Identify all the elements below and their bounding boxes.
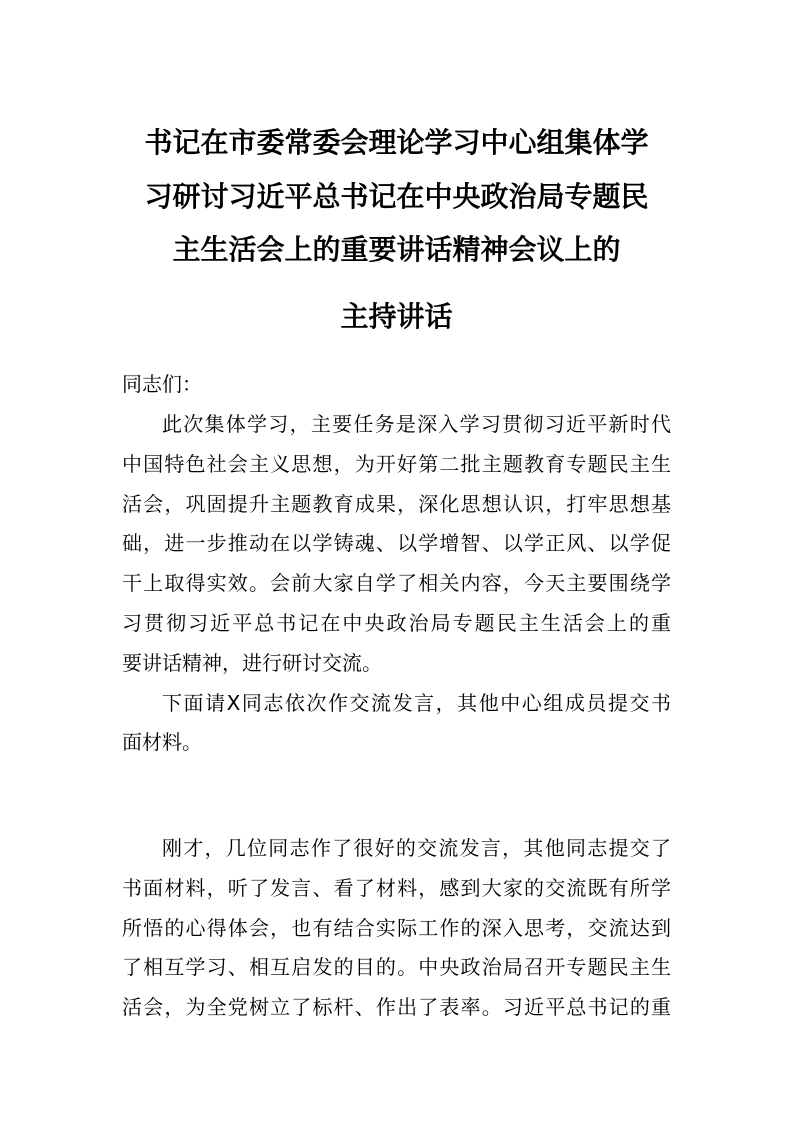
paragraph-3-line: 刚才，几位同志作了很好的交流发言，其他同志提交了 [162, 836, 671, 860]
paragraph-1-line: 要讲话精神，进行研讨交流。 [122, 651, 382, 675]
paragraph-1-line: 习贯彻习近平总书记在中央政治局专题民主生活会上的重 [122, 611, 671, 635]
paragraph-1-line: 中国特色社会主义思想，为开好第二批主题教育专题民主生 [122, 452, 671, 476]
document-title-line-2: 习研讨习近平总书记在中央政治局专题民 [144, 180, 649, 213]
document-title-line-3: 主生活会上的重要讲话精神会议上的 [172, 233, 621, 266]
paragraph-3-line: 活会，为全党树立了标杆、作出了表率。习近平总书记的重 [122, 995, 671, 1019]
paragraph-2-line: 下面请X同志依次作交流发言，其他中心组成员提交书 [162, 691, 671, 715]
paragraph-3-line: 了相互学习、相互启发的目的。中央政治局召开专题民主生 [122, 955, 671, 979]
document-title-line-1: 书记在市委常委会理论学习中心组集体学 [144, 126, 649, 159]
paragraph-1-line: 此次集体学习，主要任务是深入学习贯彻习近平新时代 [162, 412, 671, 436]
salutation: 同志们： [122, 372, 202, 396]
paragraph-3-line: 书面材料，听了发言、看了材料，感到大家的交流既有所学 [122, 876, 671, 900]
paragraph-1-line: 干上取得实效。会前大家自学了相关内容，今天主要围绕学 [122, 571, 671, 595]
document-title-line-4: 主持讲话 [340, 300, 453, 333]
paragraph-1-line: 础，进一步推动在以学铸魂、以学增智、以学正风、以学促 [122, 531, 671, 555]
paragraph-2-line: 面材料。 [122, 730, 202, 754]
paragraph-1-line: 活会，巩固提升主题教育成果，深化思想认识，打牢思想基 [122, 492, 671, 516]
paragraph-3-line: 所悟的心得体会，也有结合实际工作的深入思考，交流达到 [122, 916, 671, 940]
